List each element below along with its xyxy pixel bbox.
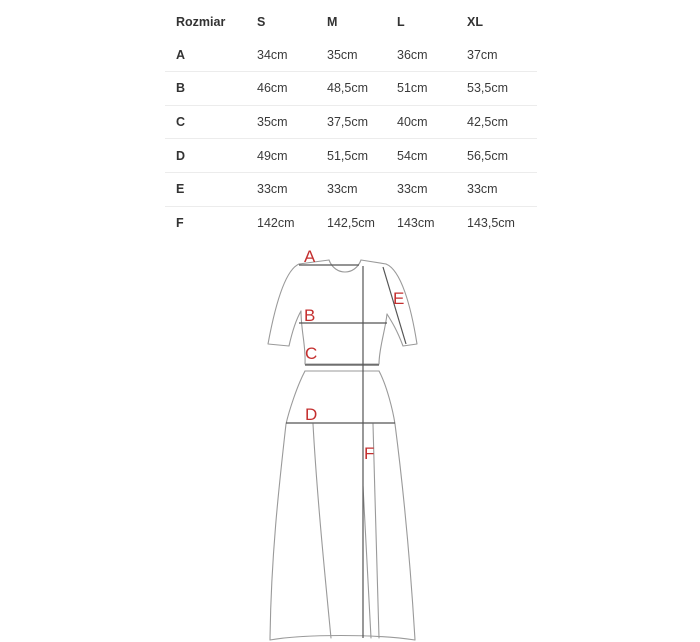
cell-c-s: 35cm [257,105,327,139]
skirt-left [270,371,305,640]
table-row [165,139,537,173]
skirt-fold-left [313,424,331,638]
marker-e: E [393,289,405,308]
table-header-row [165,6,537,39]
size-chart-table [165,6,537,239]
header-size-l: L [397,15,405,30]
cell-d-l: 54cm [397,139,467,173]
bodice-right [379,314,387,364]
row-label-e: E [165,172,257,206]
neckline [329,260,361,272]
table-row [165,105,537,139]
marker-d: D [305,405,318,424]
cell-a-m: 35cm [327,47,358,62]
cell-a-xl: 37cm [467,47,498,62]
table-row [165,206,537,239]
marker-a: A [304,247,316,266]
header-size-m: M [327,15,338,30]
marker-b: B [304,306,316,325]
skirt-hem [270,636,415,641]
cell-c-l: 40cm [397,105,467,139]
cell-b-xl: 53,5cm [467,72,537,106]
cell-e-l: 33cm [397,172,467,206]
right-shoulder [361,260,386,264]
row-label-d: D [165,139,257,173]
cell-b-m: 48,5cm [327,72,397,106]
cell-d-xl: 56,5cm [467,139,537,173]
cell-f-m: 142,5cm [327,206,397,239]
cell-e-m: 33cm [327,172,397,206]
table-row [165,39,537,72]
cell-e-s: 33cm [257,172,327,206]
cell-e-xl: 33cm [467,172,537,206]
dress-outline [268,260,417,640]
cell-c-m: 37,5cm [327,105,397,139]
row-label-a: A [176,47,186,62]
skirt-slit [363,486,371,638]
dress-drawing [255,236,435,642]
cell-c-xl: 42,5cm [467,105,537,139]
cell-d-m: 51,5cm [327,139,397,173]
cell-f-xl: 143,5cm [467,206,537,239]
cell-b-s: 46cm [257,72,327,106]
dress-measurement-diagram [255,236,435,642]
header-rozmiar: Rozmiar [176,15,226,30]
cell-a-s: 34cm [257,47,288,62]
cell-d-s: 49cm [257,139,327,173]
marker-f: F [364,444,375,463]
row-label-c: C [165,105,257,139]
header-size-xl: XL [467,15,483,30]
cell-a-l: 36cm [397,47,428,62]
marker-c: C [305,344,318,363]
left-sleeve [268,264,301,346]
cell-f-s: 142cm [257,206,327,239]
skirt-right [379,371,415,640]
table-row [165,172,537,206]
cell-f-l: 143cm [397,206,467,239]
cell-b-l: 51cm [397,72,467,106]
header-size-s: S [257,15,266,30]
table-row [165,72,537,106]
row-label-f: F [165,206,257,239]
row-label-b: B [165,72,257,106]
